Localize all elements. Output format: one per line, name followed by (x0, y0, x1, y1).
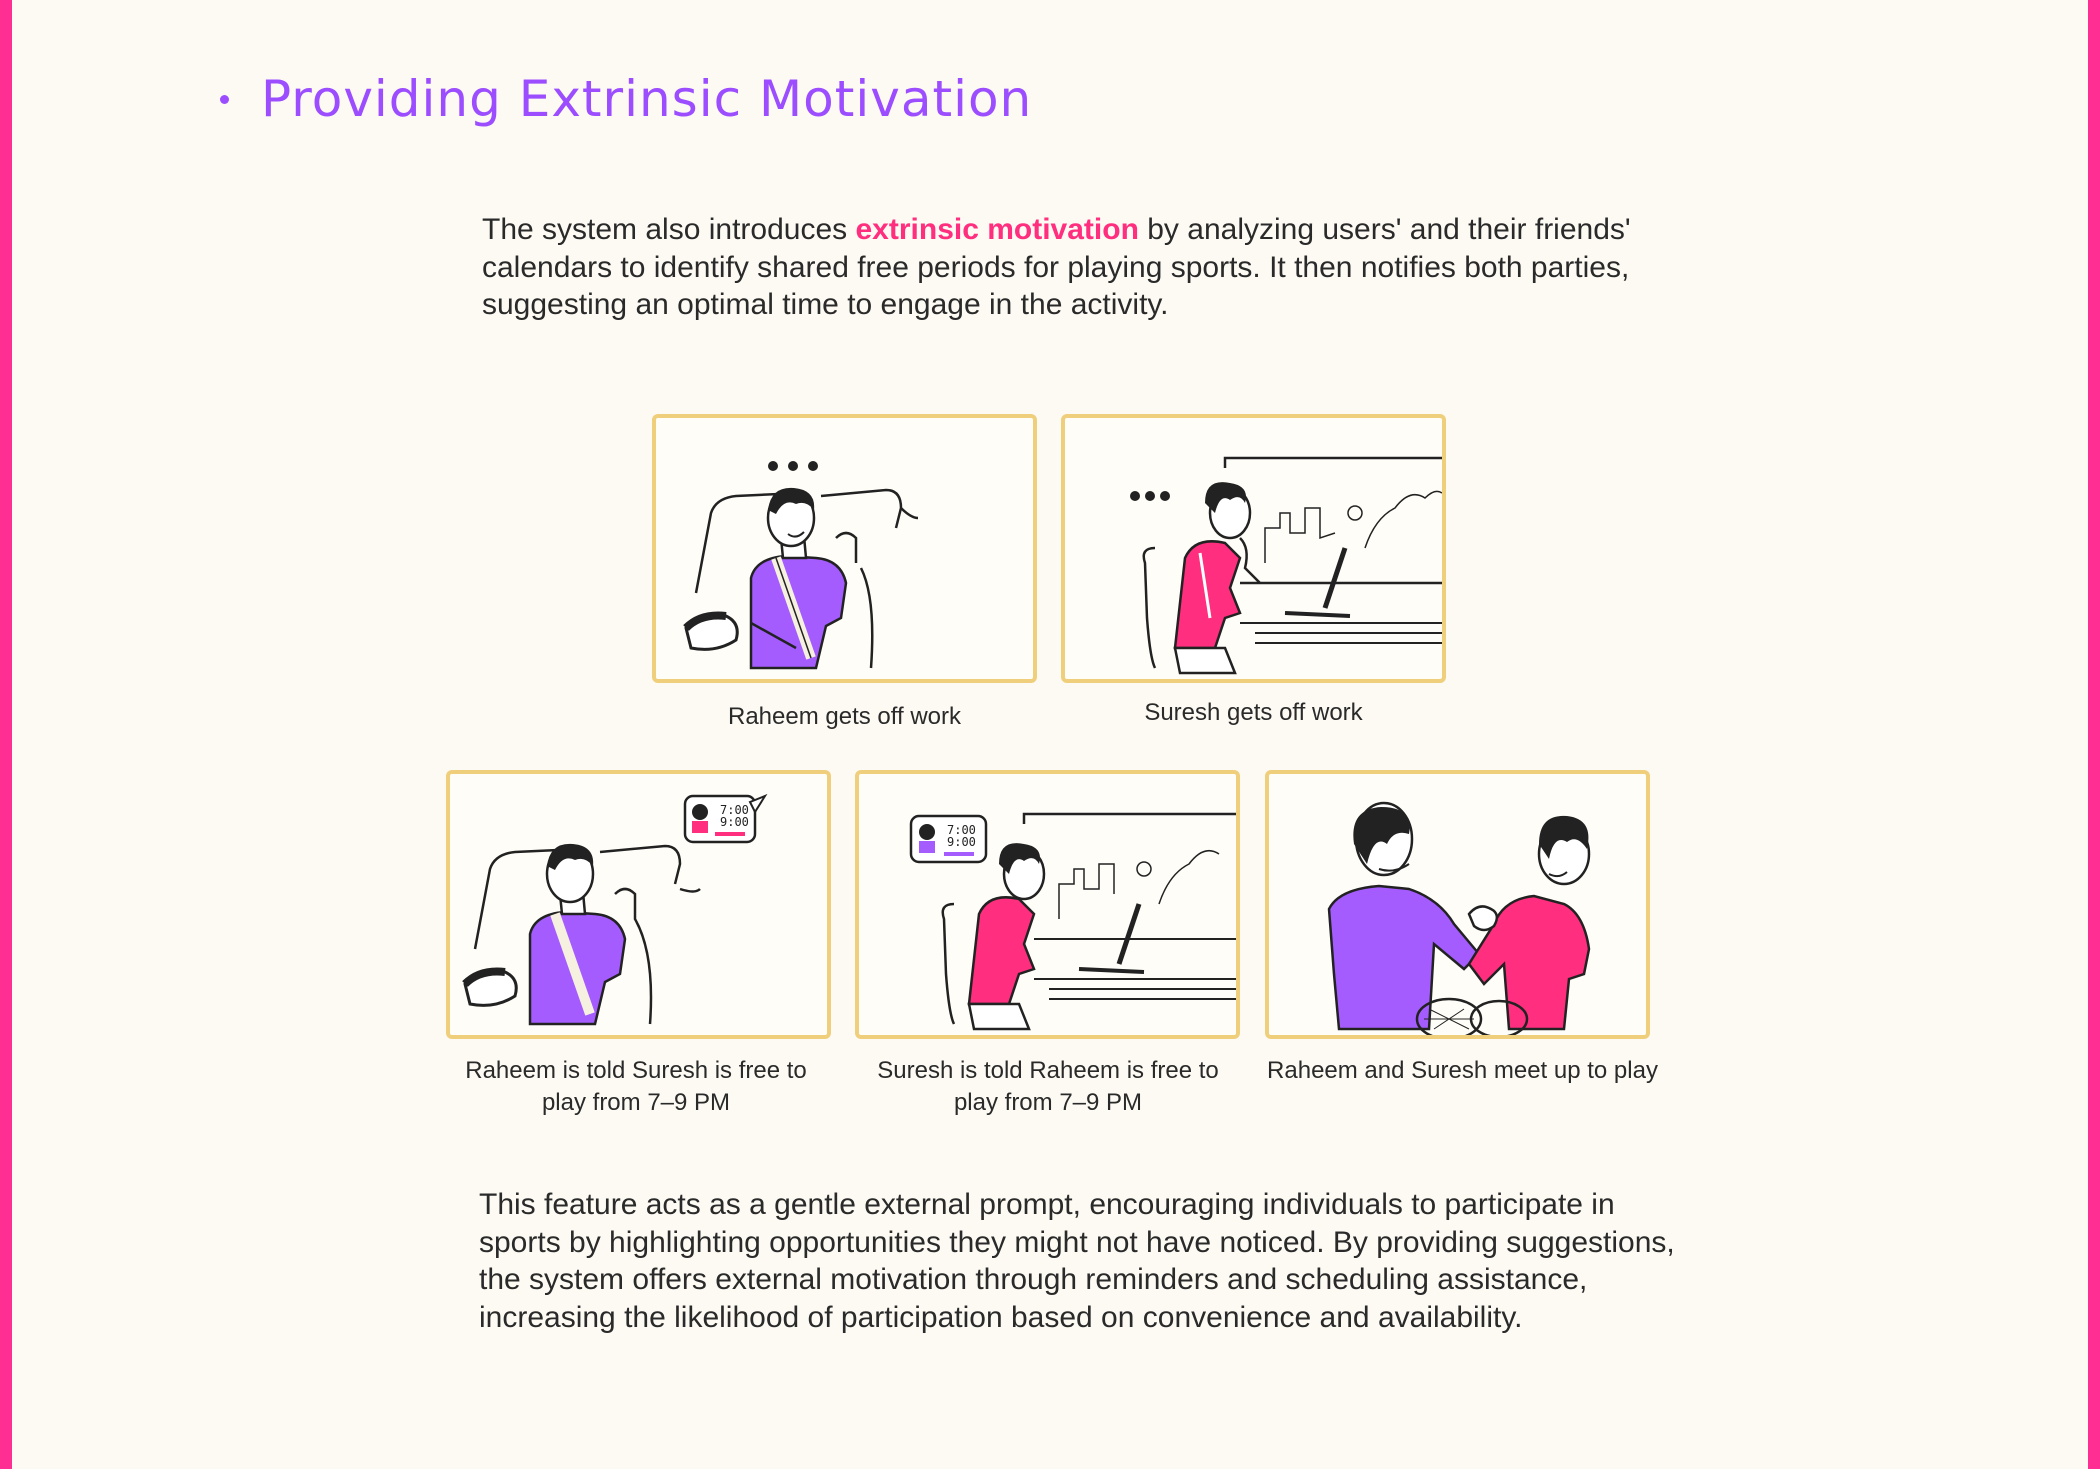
panel-raheem-driving (652, 414, 1037, 683)
suresh-desk-illustration (1065, 418, 1442, 679)
raheem-driving-illustration (656, 418, 1033, 679)
caption-meet-up: Raheem and Suresh meet up to play (1267, 1057, 1658, 1084)
bubble-time-start: 7:00 (947, 823, 976, 837)
right-border-strip (2088, 0, 2100, 1469)
panel-suresh-notified (855, 770, 1240, 1039)
suresh-notified-illustration (859, 774, 1236, 1035)
panel-meet-up (1265, 770, 1650, 1039)
heading-title: Providing Extrinsic Motivation (261, 70, 1033, 128)
panel-suresh-desk (1061, 414, 1446, 683)
raheem-notified-illustration (450, 774, 827, 1035)
outro-paragraph: This feature acts as a gentle external prompt, encouraging individuals to participate in sports by highlighting opportunities they might not have noticed. By providing suggestions, the system offers external motivation through reminders and scheduling assistance, increasing the likelihood of participation based on convenience and availability. (479, 1188, 1675, 1334)
panel-raheem-notified (446, 770, 831, 1039)
intro-highlight: extrinsic motivation (855, 213, 1139, 246)
bubble-time-start: 7:00 (720, 803, 749, 817)
intro-text-end: by analyzing users' and their friends' calendars to identify shared free periods for playing sports. It then notifies both parties, suggesting an optimal time to engage in the activity. (482, 213, 1631, 321)
caption-suresh-told: Suresh is told Raheem is free to play from 7–9 PM (877, 1057, 1219, 1116)
caption-suresh-gets-off: Suresh gets off work (1144, 699, 1363, 726)
bubble-time-end: 9:00 (947, 835, 976, 849)
caption-raheem-gets-off: Raheem gets off work (727, 703, 961, 730)
intro-paragraph (482, 211, 1662, 324)
bubble-time-end: 9:00 (720, 815, 749, 829)
meet-up-illustration (1269, 774, 1646, 1035)
caption-raheem-told: Raheem is told Suresh is free to play from 7–9 PM (465, 1057, 807, 1116)
section-heading (220, 70, 1032, 128)
intro-text-start: The system also introduces (482, 213, 856, 246)
left-border-strip (0, 0, 12, 1469)
bullet-icon (220, 95, 229, 104)
